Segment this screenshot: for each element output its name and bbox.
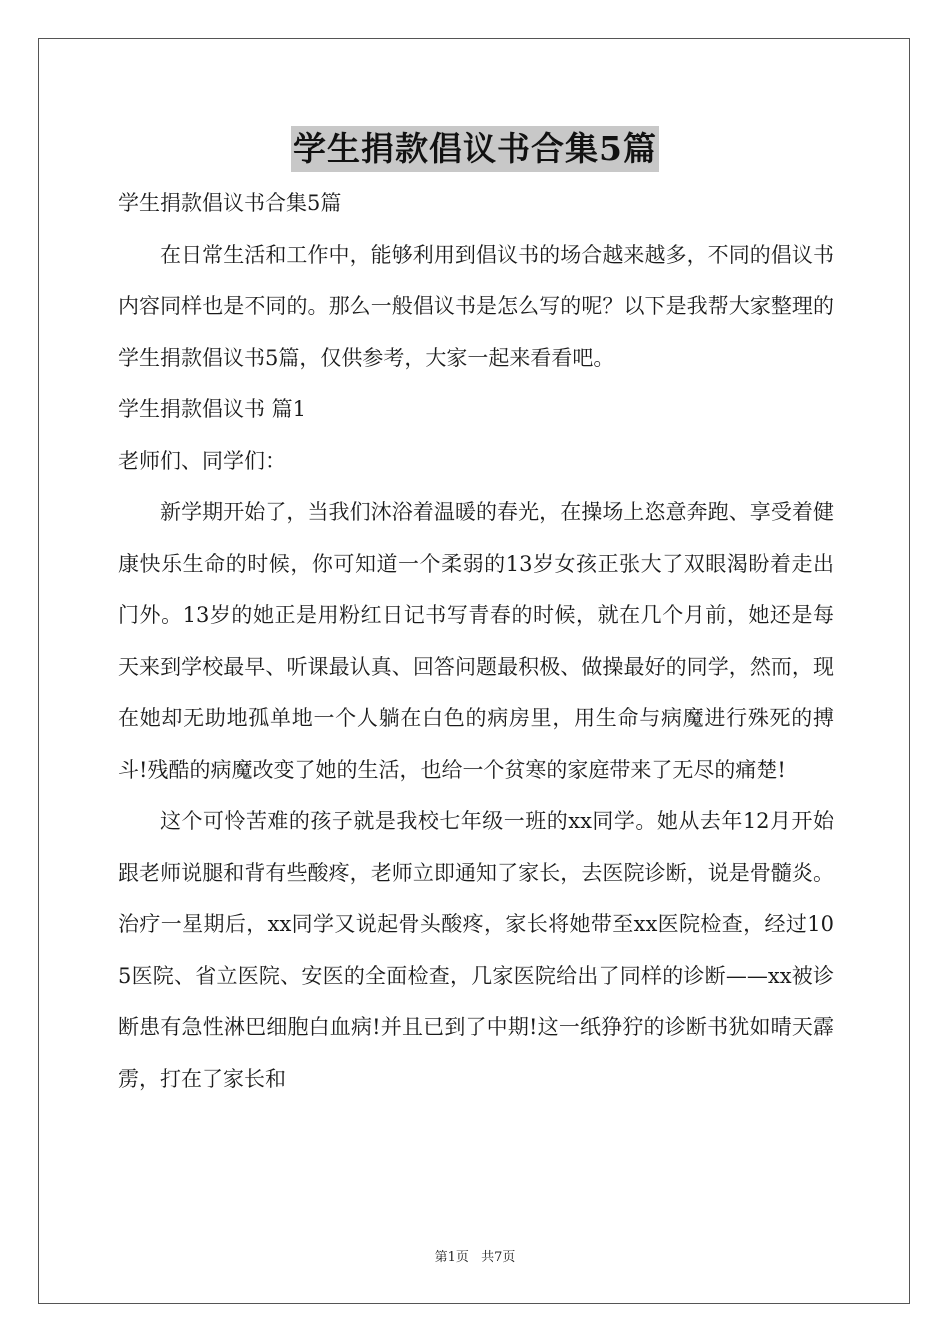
document-body bbox=[118, 178, 834, 1105]
page-total: 共7页 bbox=[481, 1250, 516, 1265]
section-heading: 学生捐款倡议书 篇1 bbox=[118, 397, 307, 421]
document-title: 学生捐款倡议书合集5篇 bbox=[291, 126, 659, 172]
salutation: 老师们、同学们： bbox=[118, 448, 286, 473]
page-number: 第1页 bbox=[434, 1250, 469, 1265]
subtitle-paragraph: 学生捐款倡议书合集5篇 bbox=[118, 191, 342, 215]
page-footer bbox=[0, 1246, 950, 1265]
intro-paragraph: 在日常生活和工作中，能够利用到倡议书的场合越来越多，不同的倡议书内容同样也是不同的。那么一般倡议书是怎么写的呢？以下是我帮大家整理的学生捐款倡议书5篇，仅供参考，大家一起来看看吧。 bbox=[118, 242, 834, 370]
body-paragraph: 这个可怜苦难的孩子就是我校七年级一班的xx同学。她从去年12月开始跟老师说腿和背有些酸疼，老师立即通知了家长，去医院诊断，说是骨髓炎。治疗一星期后，xx同学又说起骨头酸疼，家长将她带至xx医院检查，经过105医院、省立医院、安医的全面检查，几家医院给出了同样的诊断——xx被诊断患有急性淋巴细胞白血病!并且已到了中期!这一纸狰狞的诊断书犹如晴天霹雳，打在了家长和 bbox=[118, 809, 834, 1091]
title-container bbox=[0, 126, 950, 172]
body-paragraph: 新学期开始了，当我们沐浴着温暖的春光，在操场上恣意奔跑、享受着健康快乐生命的时候，你可知道一个柔弱的13岁女孩正张大了双眼渴盼着走出门外。13岁的她正是用粉红日记书写青春的时候，就在几个月前，她还是每天来到学校最早、听课最认真、回答问题最积极、做操最好的同学，然而，现在她却无助地孤单地一个人躺在白色的病房里，用生命与病魔进行殊死的搏斗!残酷的病魔改变了她的生活，也给一个贫寒的家庭带来了无尽的痛楚! bbox=[118, 500, 834, 782]
